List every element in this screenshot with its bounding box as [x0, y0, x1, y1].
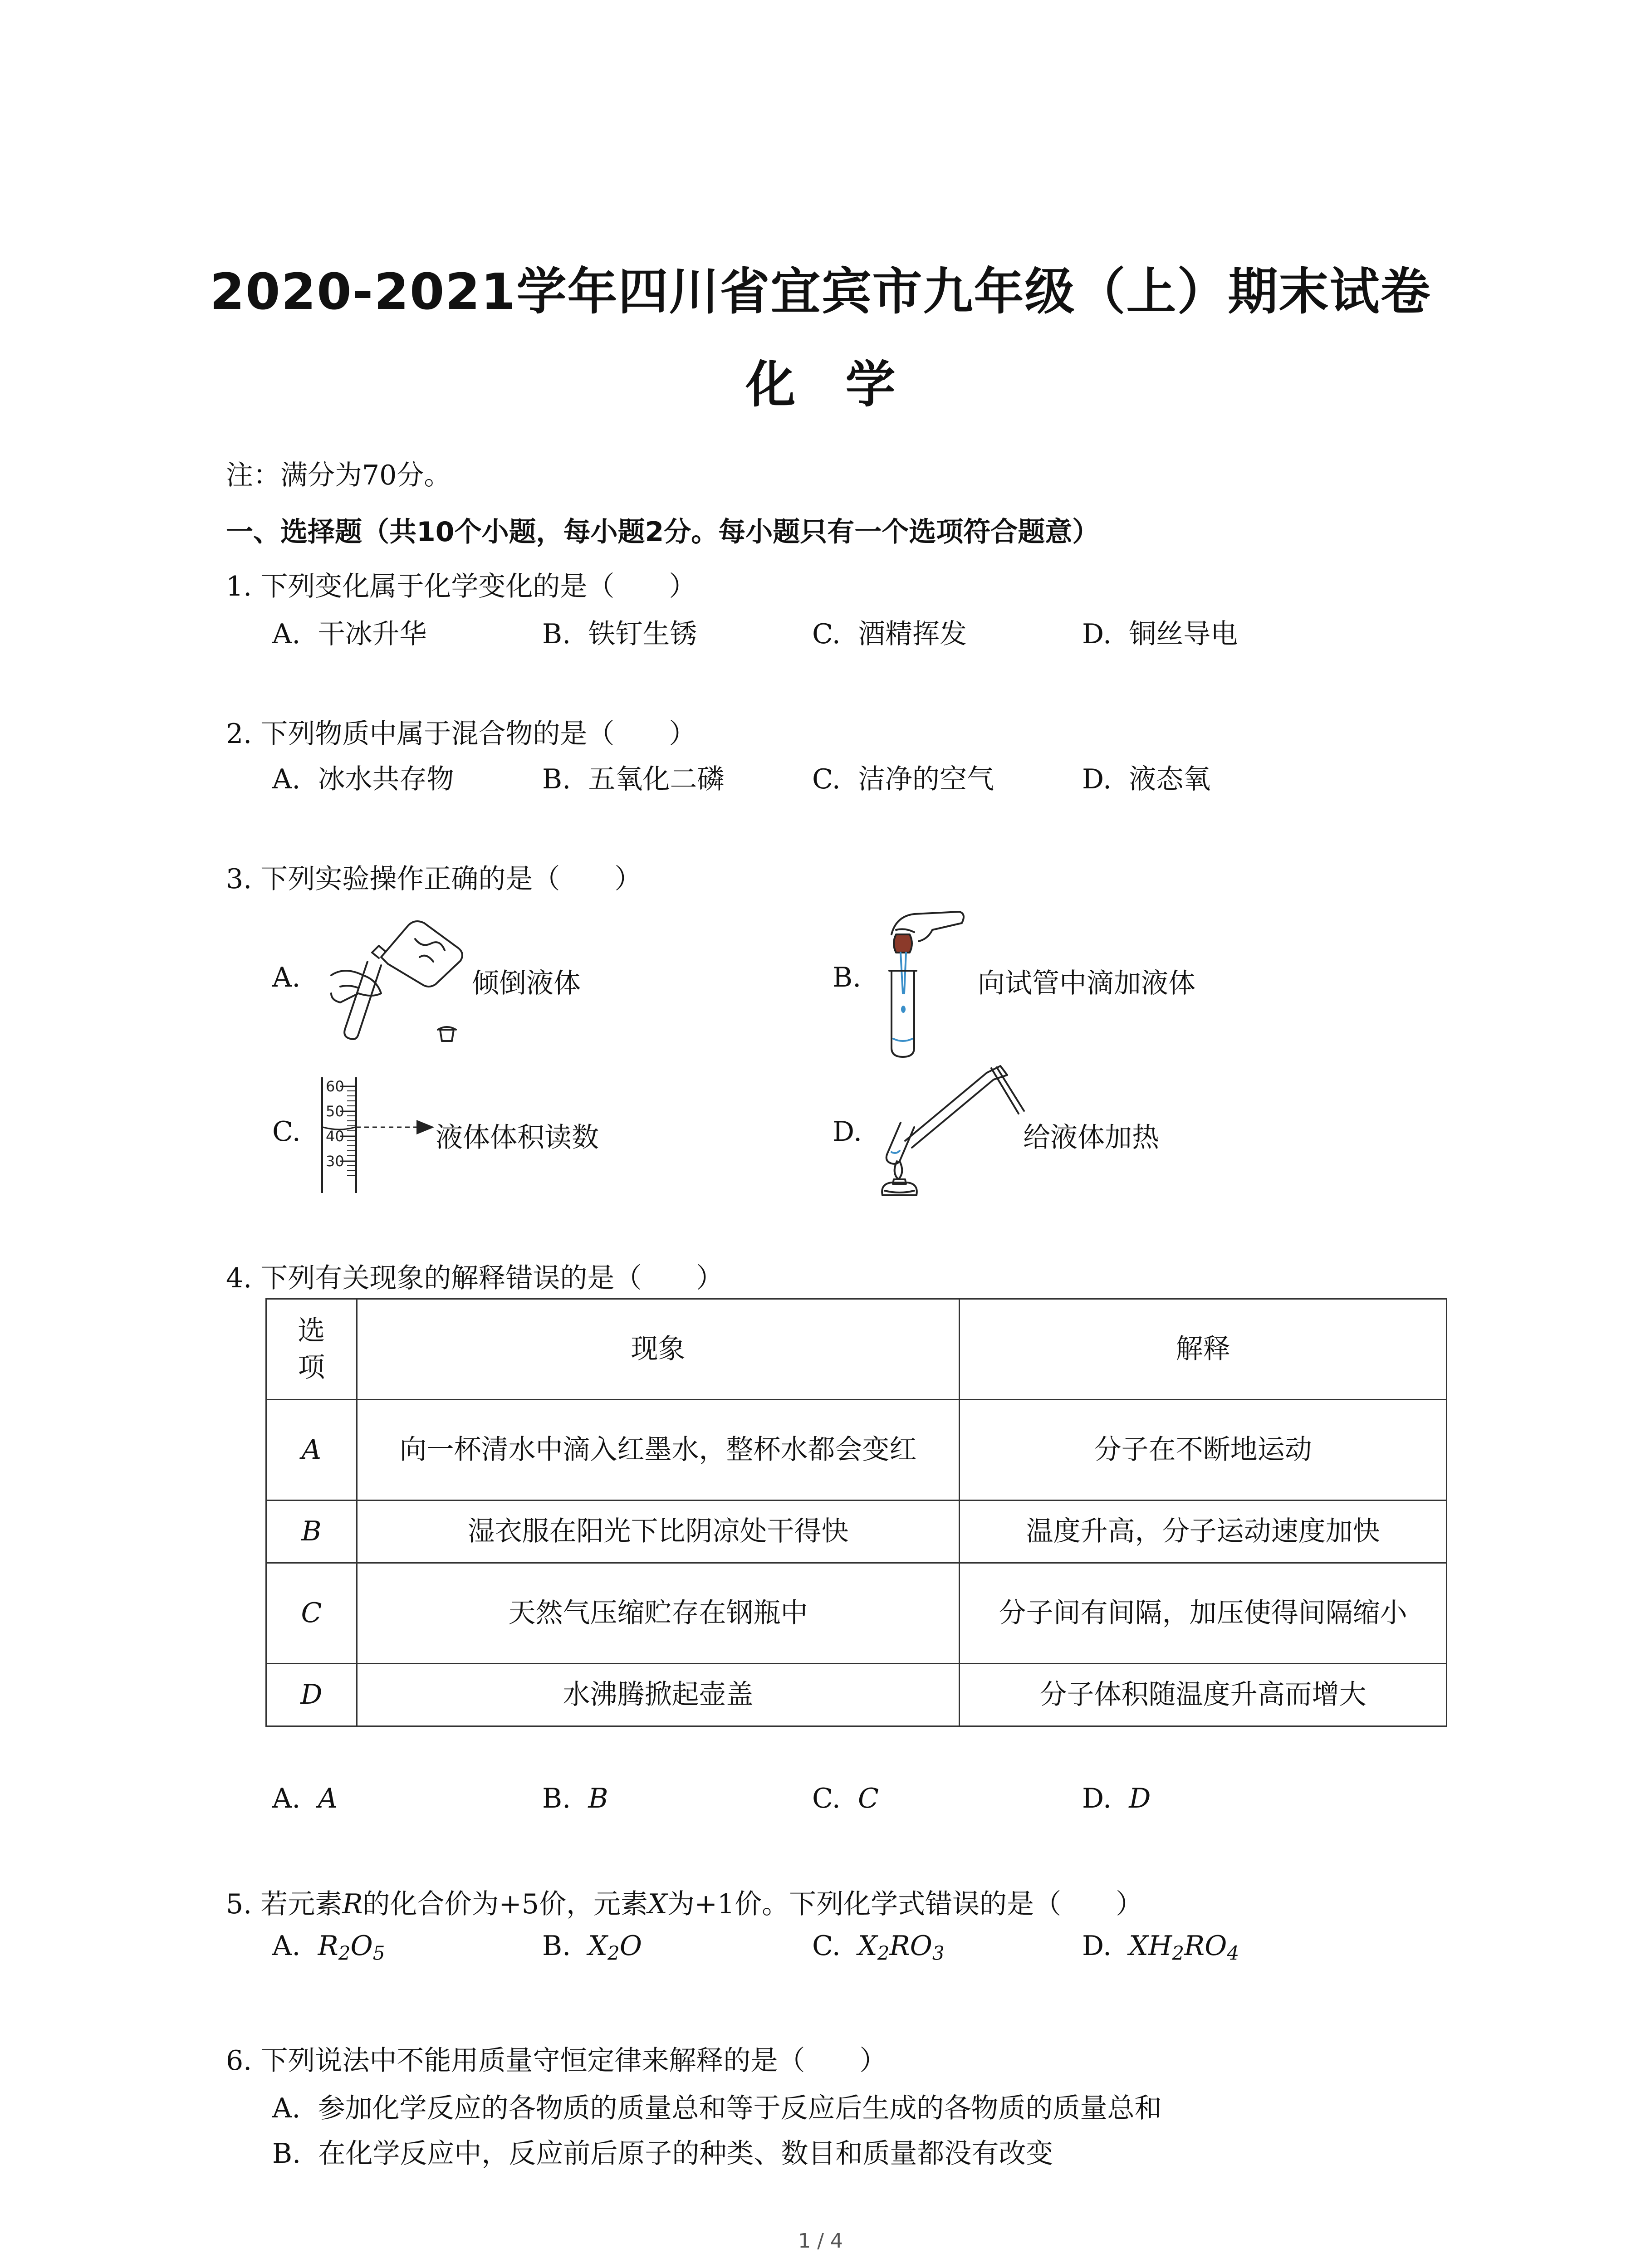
q3-option-c-label: 液体体积读数	[436, 1122, 599, 1154]
table-row	[266, 1400, 1447, 1501]
cylinder-tick-40: 40	[326, 1128, 344, 1145]
row-b-option: B	[266, 1501, 357, 1563]
row-c-explanation: 分子间有间隔，加压使得间隔缩小	[960, 1563, 1447, 1664]
q1-option-b: B. 铁钉生锈	[542, 618, 697, 650]
row-a-explanation: 分子在不断地运动	[960, 1400, 1447, 1501]
header-explanation: 解释	[960, 1299, 1447, 1400]
row-b-explanation: 温度升高，分子运动速度加快	[960, 1501, 1447, 1563]
q6-option-b: B. 在化学反应中，反应前后原子的种类、数目和质量都没有改变	[272, 2138, 1053, 2170]
q2-option-d: D. 液态氧	[1082, 763, 1211, 795]
q3-option-d-label: 给液体加热	[1023, 1122, 1159, 1154]
q2-option-a: A. 冰水共存物	[272, 763, 454, 795]
question-3-stem: 3. 下列实验操作正确的是（ ）	[226, 863, 642, 895]
q5-option-a: A. $R_2O_5$	[272, 1930, 385, 1965]
question-2-stem: 2. 下列物质中属于混合物的是（ ）	[226, 718, 696, 750]
formula-a: $R_2O_5$	[318, 1930, 385, 1965]
question-5-stem: 5. 若元素R的化合价为+5价，元素X为+1价。下列化学式错误的是（ ）	[226, 1888, 1143, 1920]
question-4-stem: 4. 下列有关现象的解释错误的是（ ）	[226, 1262, 724, 1294]
q2-option-b: B. 五氧化二磷	[542, 763, 725, 795]
table-row	[266, 1563, 1447, 1664]
row-d-explanation: 分子体积随温度升高而增大	[960, 1664, 1447, 1726]
q5-option-b: B. $X_2O$	[542, 1930, 642, 1965]
table-header-row	[266, 1299, 1447, 1400]
row-a-option: A	[266, 1400, 357, 1501]
row-c-option: C	[266, 1563, 357, 1664]
phenomena-table	[265, 1298, 1447, 1727]
formula-d: $XH_2RO_4$	[1129, 1930, 1239, 1965]
row-d-phenomenon: 水沸腾掀起壶盖	[357, 1664, 959, 1726]
pouring-liquid-illustration	[313, 907, 476, 1048]
formula-b: $X_2O$	[588, 1930, 642, 1965]
q4-option-d: D. D	[1082, 1783, 1151, 1814]
q4-option-a: A. A	[272, 1783, 338, 1814]
q5-option-d: D. $XH_2RO_4$	[1082, 1930, 1239, 1965]
section-heading: 一、选择题（共10个小题，每小题2分。每小题只有一个选项符合题意）	[226, 516, 1100, 548]
page-title: 2020-2021学年四川省宜宾市九年级（上）期末试卷	[210, 263, 1431, 321]
question-1-stem: 1. 下列变化属于化学变化的是（ ）	[226, 571, 696, 602]
table-row	[266, 1501, 1447, 1563]
row-a-phenomenon: 向一杯清水中滴入红墨水，整杯水都会变红	[357, 1400, 959, 1501]
dropper-illustration	[878, 903, 969, 1061]
q3-option-a-letter: A.	[272, 962, 301, 993]
q1-option-a: A. 干冰升华	[272, 618, 427, 650]
q3-option-b-label: 向试管中滴加液体	[978, 968, 1195, 999]
q1-option-d: D. 铜丝导电	[1082, 618, 1238, 650]
q3-option-a-label: 倾倒液体	[472, 968, 581, 999]
page-number: 1 / 4	[798, 2229, 843, 2253]
table-row	[266, 1664, 1447, 1726]
score-note: 注：满分为70分。	[226, 459, 451, 491]
question-6-stem: 6. 下列说法中不能用质量守恒定律来解释的是（ ）	[226, 2045, 887, 2077]
q4-option-b: B. B	[542, 1783, 608, 1814]
row-b-phenomenon: 湿衣服在阳光下比阴凉处干得快	[357, 1501, 959, 1563]
q3-option-c-letter: C.	[272, 1116, 301, 1148]
q4-option-c: C. C	[812, 1783, 879, 1814]
cylinder-tick-60: 60	[326, 1078, 344, 1095]
row-d-option: D	[266, 1664, 357, 1726]
q3-option-b-letter: B.	[833, 962, 862, 993]
subject-title: 化 学	[745, 356, 896, 414]
graduated-cylinder-illustration	[313, 1070, 445, 1198]
formula-c: $X_2RO_3$	[858, 1930, 945, 1965]
q1-option-c: C. 酒精挥发	[812, 618, 967, 650]
header-option: 选项	[266, 1299, 357, 1400]
cylinder-tick-50: 50	[326, 1103, 344, 1120]
q5-option-c: C. $X_2RO_3$	[812, 1930, 945, 1965]
cylinder-tick-30: 30	[326, 1153, 344, 1170]
header-phenomenon: 现象	[357, 1299, 959, 1400]
q2-option-c: C. 洁净的空气	[812, 763, 994, 795]
heating-liquid-illustration	[878, 1064, 1028, 1200]
q3-option-d-letter: D.	[833, 1116, 862, 1148]
row-c-phenomenon: 天然气压缩贮存在钢瓶中	[357, 1563, 959, 1664]
q6-option-a: A. 参加化学反应的各物质的质量总和等于反应后生成的各物质的质量总和	[272, 2092, 1162, 2124]
